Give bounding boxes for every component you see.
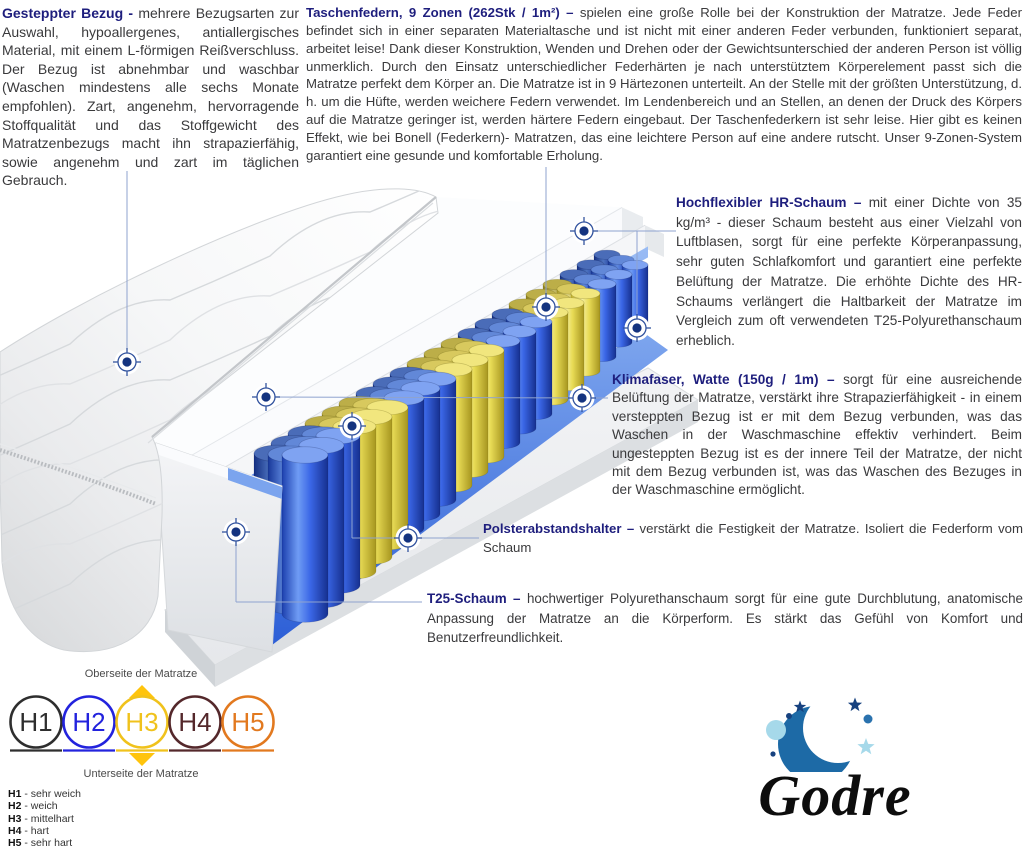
section-body: spielen eine große Rolle bei der Konstruktion der Matratze. Jede Feder befindet sich in einer separaten Materialtasche und ist nicht mit einer anderen Feder verbunden, funktioniert separat, arbeitet leise! Dank dieser Konstruktion, Wenden und Drehen oder der Gewichtsunterschied der anderen Person ist völlig unmerklich. Durch den Einsatz unterschiedlicher Federhärten je nach unterstütztem Körperelement passt sich die Matratze perfekt dem Körper an. Die Matratze ist in 9 Härtezonen unterteilt. An der Stelle mit der größten Unterstützung, d. h. um die Hüfte, werden weichere Federn verwendet. Im Lendenbereich und an Stellen, an denen der Druck des Körpers auf die Matratze geringer ist, werden härtere Federn eingebaut. Der Taschenfederkern ist sehr leise. Hier gibt es keinen Effekt, wie bei Bonell (Federkern)- Matratzen, das eine leichtere Person auf eine andere rutscht. Unser 9-Zonen-System garantiert eine gesunde und komfortable Erholung.	[306, 5, 1022, 163]
hardness-level-h2	[63, 697, 115, 751]
section-body: sorgt für eine ausreichende Belüftung der Matratze, verstärkt ihre Strapazierfähigkeit - in einem versteppten Bezug ist er mit dem Bezug verbunden, was das Waschen in der Waschmaschine effektiv verhindert. Beim ungesteppten Bezug ist es der innere Teil der Matratze, der nicht mit dem Bezug verbunden ist, was das Waschen des Bezuges in der Waschmaschine ermöglicht.	[612, 372, 1023, 498]
hardness-level-h4	[169, 697, 221, 751]
dot-icon	[864, 715, 873, 724]
section-heading: Gesteppter Bezug -	[2, 5, 134, 21]
legend-item: H5 - sehr hart	[8, 837, 81, 849]
arrow-down-icon	[129, 753, 155, 766]
hardness-level-h3-selected	[116, 697, 168, 751]
section-hr-schaum	[676, 193, 1022, 351]
dot-icon	[786, 713, 792, 719]
svg-text:H4: H4	[178, 707, 212, 737]
godre-logo	[726, 672, 966, 772]
section-heading: T25-Schaum –	[427, 591, 521, 606]
legend-item: H3 - mittelhart	[8, 813, 81, 825]
section-body: hochwertiger Polyurethanschaum sorgt für eine gute Durchblutung, anatomische Anpassung der Matratze an die Körperform. Es stärkt das Gefühl von Komfort und Benutzerfreundlichkeit.	[427, 591, 1023, 645]
legend-item: H1 - sehr weich	[8, 788, 81, 800]
section-heading: Klimafaser, Watte (150g / 1m) –	[612, 372, 835, 387]
section-taschenfedern	[306, 4, 1022, 165]
section-heading: Polsterabstandshalter –	[483, 521, 635, 536]
hardness-legend	[8, 788, 81, 849]
hardness-top-label: Oberseite der Matratze	[84, 668, 198, 680]
section-heading: Taschenfedern, 9 Zonen (262Stk / 1m²) –	[306, 5, 574, 20]
hardness-bottom-label: Unterseite der Matratze	[83, 768, 199, 780]
legend-item: H4 - hart	[8, 825, 81, 837]
svg-text:H5: H5	[231, 707, 265, 737]
section-polsterabstandshalter	[483, 519, 1023, 557]
light-dot-icon	[766, 720, 786, 740]
section-t25-schaum	[427, 589, 1023, 648]
section-body: mit einer Dichte von 35 kg/m³ - dieser Schaum besteht aus einer Vielzahl von Luftblasen, sorgt für eine perfekte Körperanpassung, sehr guten Schlafkomfort und garantiert eine perfekte Belüftung der Matratze. Die erhöhte Dichte des HR-Schaums verlängert die Haltbarkeit der Matratze im Vergleich zum oft verwendeten T25-Polyurethanschaum erheblich.	[676, 195, 1022, 348]
section-body: mehrere Bezugsarten zur Auswahl, hypoallergenes, antiallergisches Material, mit einem L-förmigen Reißverschluss. Der Bezug ist abnehmbar und waschbar (Waschen mindestens alle sechs Monate empfohlen). Zart, angenehm, hervorragende Stoffqualität und das Stoffgewicht des Matratzenbezugs macht ihn strapazierfähig, sowie angenehm und zart im täglichen Gebrauch.	[2, 5, 300, 189]
section-heading: Hochflexibler HR-Schaum –	[676, 195, 862, 210]
section-gesteppter-bezug	[2, 4, 299, 190]
dot-icon	[770, 751, 775, 756]
section-klimafaser	[612, 371, 1022, 500]
svg-text:H3: H3	[125, 707, 159, 737]
hardness-level-h5	[222, 697, 274, 751]
legend-item: H2 - weich	[8, 800, 81, 812]
section-body: verstärkt die Festigkeit der Matratze. Isoliert die Federform vom Schaum	[483, 521, 1024, 555]
brand-name: Godre	[758, 763, 912, 828]
svg-text:H1: H1	[19, 707, 53, 737]
hardness-level-h1	[10, 697, 62, 751]
svg-text:H2: H2	[72, 707, 106, 737]
